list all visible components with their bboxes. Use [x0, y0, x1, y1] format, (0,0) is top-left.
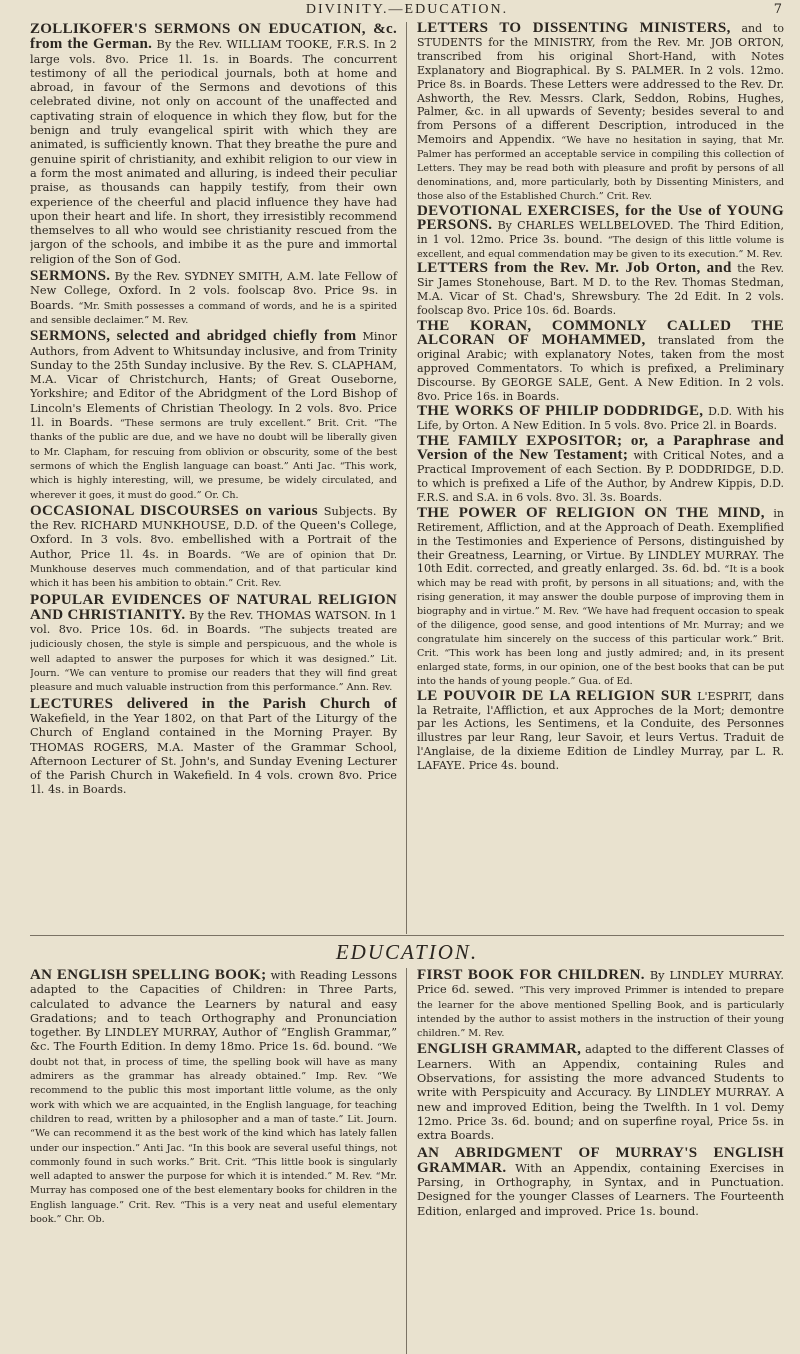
advert-clapham-sermons: [30, 329, 397, 502]
advert-title: AN ABRIDGMENT OF MURRAY'S ENGLISH GRAMMAR.: [417, 1144, 784, 1176]
advert-doddridge-works: [417, 405, 784, 433]
advert-koran: [417, 320, 784, 403]
advert-body: By the Rev. WILLIAM TOOKE, F.R.S. In 2 large vols. 8vo. Price 1l. 1s. in Boards. The concurrent testimony of all the periodical journals, both at home and abroad, in favour of the Sermons and devotions of this celebrated divine, not only on account of the unaffected and captivating strain of eloquence in which they flow, but for the benign and truly evangelical spirit with which they are animated, is sufficiently known. That they breathe the pure and genuine spirit of christianity, and exhibit religion to our view in a form the most animated and alluring, is indeed their peculiar praise, as thousands can happily testify, from their own experience of the cheerful and placid influence they have had upon their heart and life. In short, they irresistibly recommend themselves to all who would see christianity rescued from the jargon of the schools, and imbibe it as the pure and immortal religion of the Son of God.: [30, 38, 397, 266]
advert-title: SERMONS.: [30, 268, 111, 285]
advert-body: with Critical Notes, and a Practical Improvement of each Section. By P. DODDRIDGE, D.D. to which is prefixed a Life of the Author, by Andrew Kippis, D.D. F.R.S. and S.A. in 6 vols. 8vo. 3l. 3s. Boards.: [417, 449, 784, 504]
advert-body: Wakefield, in the Year 1802, on that Part of the Liturgy of the Church of England contained in the Morning Prayer. By THOMAS ROGERS, M.A. Master of the Grammar School, Afternoon Lecturer of St. John's, and Sunday Evening Lecturer of the Parish Church in Wakefield. In 4 vols. crown 8vo. Price 1l. 4s. in Boards.: [30, 711, 397, 797]
advert-title: ZOLLIKOFER'S SERMONS ON EDUCATION, &c. from the German.: [30, 22, 397, 53]
advert-spelling-book: [30, 968, 397, 1226]
advert-title: THE POWER OF RELIGION ON THE MIND,: [417, 504, 765, 521]
advert-title: THE WORKS OF PHILIP DODDRIDGE,: [417, 403, 704, 420]
education-right-column: [407, 968, 784, 1354]
advert-review: “The design of this little volume is excellent, and equal commendation may be given to its execution.” M. Rev.: [417, 234, 784, 260]
advert-power-of-religion: [417, 504, 784, 688]
advert-body: Minor Authors, from Advent to Whitsunday inclusive, and from Trinity Sunday to the 25th Sunday inclusive. By the Rev. S. CLAPHAM, M.A. Vicar of Christchurch, Hants; of Great Ouseborne, Yorkshire; and Editor of the Abridgment of the Lord Bishop of Lincoln's Elements of Christian Theology. In 2 vols. 8vo. Price 1l. in Boards.: [30, 330, 397, 430]
advert-pouvoir-religion: [417, 687, 784, 773]
advert-title: SERMONS, selected and abridged chiefly from: [30, 328, 357, 345]
advert-title: OCCASIONAL DISCOURSES on various: [30, 502, 318, 519]
advert-title: AN ENGLISH SPELLING BOOK;: [30, 968, 267, 983]
advert-smith-sermons: [30, 269, 397, 327]
advert-body: with Reading Lessons adapted to the Capacities of Children: in Three Parts, calculated to advance the Learners by natural and easy Gradations; and to teach Orthography and Pronunciation together. By LINDLEY MURRAY, Author of “English Grammar,” &c. The Fourth Edition. In demy 18mo. Price 1s. 6d. bound.: [30, 969, 397, 1054]
page-title: DIVINITY.—EDUCATION.: [305, 2, 509, 17]
advert-family-expositor: [417, 435, 784, 505]
advert-title: FIRST BOOK FOR CHILDREN.: [417, 968, 645, 983]
advert-body: By LINDLEY MURRAY. Price 6d. sewed.: [417, 969, 784, 997]
advert-review: “These sermons are truly excellent.” Brit. Crit. “The thanks of the public are due, and we have no doubt will be liberally given to Mr. Clapham, for rescuing from oblivion or obscurity, some of the best sermons of which the English language can boast.” Anti Jac. “This work, which is highly interesting, will, we presume, be widely circulated, and wherever it goes, it must do good.” Or. Ch.: [30, 418, 397, 501]
advert-body: D.D. With his Life, by Orton. A New Edition. In 5 vols. 8vo. Price 2l. in Boards.: [417, 405, 784, 433]
divinity-right-column: [407, 22, 784, 934]
advert-wakefield-lectures: [30, 697, 397, 798]
advert-review: “The subjects treated are judiciously chosen, the style is simple and perspicuous, and the whole is well adapted to answer the purposes for which it was designed.” Lit. Journ. “We can venture to promise our readers that they will find great pleasure and much valuable instruction from this performance.” Ann. Rev.: [30, 625, 398, 694]
advert-body: the Rev. Sir James Stonehouse, Bart. M D. to the Rev. Thomas Stedman, M.A. Vicar of St. Chad's, Shrewsbury. The 2d Edit. In 2 vols. foolscap 8vo. Price 10s. 6d. Boards.: [417, 262, 784, 318]
advert-popular-evidences: [30, 593, 397, 695]
advert-title: ENGLISH GRAMMAR,: [417, 1041, 582, 1058]
education-section: [30, 968, 784, 1354]
advert-body: By the Rev. THOMAS WATSON. In 1 vol. 8vo. Price 10s. 6d. in Boards.: [30, 608, 397, 637]
advert-title: LECTURES delivered in the Parish Church of: [30, 695, 397, 712]
advert-body: By the Rev. SYDNEY SMITH, A.M. late Fellow of New College, Oxford. In 2 vols. foolscap 8vo. Price 9s. in Boards.: [30, 270, 397, 312]
advert-grammar-abridgment: [417, 1146, 784, 1219]
advert-title: THE KORAN, COMMONLY CALLED THE ALCORAN OF MOHAMMED,: [417, 318, 784, 348]
page-number: 7: [773, 2, 782, 17]
advert-review: “Mr. Smith possesses a command of words, and he is a spirited and sensible declaimer.” M. Rev.: [30, 300, 397, 326]
advert-orton-letters: [417, 22, 784, 203]
divinity-section: [30, 22, 784, 934]
advert-stonehouse-letters: [417, 262, 784, 318]
divinity-left-column: [30, 22, 407, 934]
section-heading-education: EDUCATION.: [335, 940, 479, 964]
advert-review: “We have no hesitation in saying, that Mr. Palmer has performed an acceptable service in compiling this collection of Letters. They may be read both with pleasure and profit by persons of all denominations, and, more particularly, both by Dissenting Ministers, and those also of the Established Church.” Crit. Rev.: [417, 135, 784, 202]
advert-body: in Retirement, Affliction, and at the Approach of Death. Exemplified in the Testimonies and Experience of Persons, distinguished by their Greatness, Learning, or Virtue. By LINDLEY MURRAY. The 10th Edit. corrected, and greatly enlarged. 3s. 6d. bd.: [417, 506, 784, 576]
advert-title: THE FAMILY EXPOSITOR; or, a Paraphrase and Version of the New Testament;: [417, 433, 784, 464]
advert-body: By CHARLES WELLBELOVED. The Third Edition, in 1 vol. 12mo. Price 3s. bound.: [417, 218, 784, 246]
advert-review: “This very improved Primmer is intended to prepare the learner for the above mentioned Spelling Book, and is particularly intended by the author to assist mothers in the instruction of their young children.” M. Rev.: [417, 985, 784, 1040]
advert-title: DEVOTIONAL EXERCISES, for the Use of YOUNG PERSONS.: [417, 202, 784, 233]
advert-title: LE POUVOIR DE LA RELIGION SUR: [417, 687, 692, 704]
advert-review: “We are of opinion that Dr. Munkhouse deserves much commendation, and of that particular kind which it has been his ambition to obtain.” Crit. Rev.: [30, 549, 397, 590]
advert-body: L'ESPRIT, dans la Retraite, l'Affliction, et aux Approches de la Mort; demontre par les Actions, les Sentimens, et la Conduite, des Personnes illustres par leur Rang, leur Savoir, et leurs Vertus. Traduit de l'Anglaise, de la dixieme Edition de Lindley Murray, par L. R. LAFAYE. Price 4s. bound.: [417, 689, 784, 773]
advert-body: adapted to the different Classes of Learners. With an Appendix, containing Rules and Observations, for assisting the more advanced Students to write with Perspicuity and Accuracy. By LINDLEY MURRAY. A new and improved Edition, being the Twelfth. In 1 vol. Demy 12mo. Price 3s. 6d. bound; and on superfine royal, Price 5s. in extra Boards.: [417, 1043, 784, 1143]
advert-title: POPULAR EVIDENCES OF NATURAL RELIGION AND CHRISTIANITY.: [30, 591, 397, 623]
advert-title: LETTERS TO DISSENTING MINISTERS,: [417, 22, 731, 36]
advert-review: “It is a book which may be read with profit, by persons in all situations; and, with the rising generation, it may answer the double purpose of improving them in biography and in virtue.” M. Rev. “We have had frequent occasion to speak of the diligence, good sense, and good intentions of Mr. Murray; and we congratulate him sincerely on the success of this particular work.” Brit. Crit. “This work has been long and justly admired; and, in its present enlarged state, forms, in our opinion, one of the best books that can be put into the hands of young people.” Gua. of Ed.: [417, 564, 784, 687]
advert-body: With an Appendix, containing Exercises in Parsing, in Orthography, in Syntax, and in Punctuation. Designed for the younger Classes of Learners. The Fourteenth Edition, enlarged and improved. Price 1s. bound.: [417, 1161, 784, 1218]
running-head: [30, 0, 784, 22]
advert-title: LETTERS from the Rev. Mr. Job Orton, and: [417, 260, 732, 277]
advert-zollikofer-sermons: [30, 22, 397, 267]
advert-first-book: [417, 968, 784, 1040]
advert-english-grammar: [417, 1042, 784, 1143]
advert-devotional-exercises: [417, 202, 784, 261]
advert-body: translated from the original Arabic; with explanatory Notes, taken from the most approved Commentators. To which is prefixed, a Preliminary Discourse. By GEORGE SALE, Gent. A New Edition. In 2 vols. 8vo. Price 16s. in Boards.: [417, 333, 784, 403]
advert-body: and to STUDENTS for the MINISTRY, from the Rev. Mr. JOB ORTON, transcribed from his original Short-Hand, with Notes Explanatory and Biographical. By S. PALMER. In 2 vols. 12mo. Price 8s. in Boards. These Letters were addressed to the Rev. Dr. Ashworth, the Rev. Messrs. Clark, Seddon, Robins, Hughes, Palmer, &c. in all upwards of Seventy; besides several to and from Persons of a different Description, introduced in the Memoirs and Appendix.: [417, 22, 784, 147]
education-left-column: [30, 968, 407, 1354]
advert-body: Subjects. By the Rev. RICHARD MUNKHOUSE, D.D. of the Queen's College, Oxford. In 3 vols. 8vo. embellished with a Portrait of the Author, Price 1l. 4s. in Boards.: [30, 504, 398, 561]
advert-occasional-discourses: [30, 504, 397, 591]
advert-review: “We doubt not that, in process of time, the spelling book will have as many admirers as the grammar has already obtained.” Imp. Rev. “We recommend to the public this most important little volume, as the only work with which we are acquainted, in the English language, for teaching children to read, written by a philosopher and a man of taste.” Lit. Journ. “We can recommend it as the best work of the kind which has lately fallen under our inspection.” Anti Jac. “In this book are several useful things, not commonly found in such works.” Brit. Crit. “This little book is singularly well adapted to answer the purpose for which it is intended.” M. Rev. “Mr. Murray has composed one of the best elementary books for children in the English language.” Crit. Rev. “This is a very neat and useful elementary book.” Chr. Ob.: [30, 1042, 397, 1226]
